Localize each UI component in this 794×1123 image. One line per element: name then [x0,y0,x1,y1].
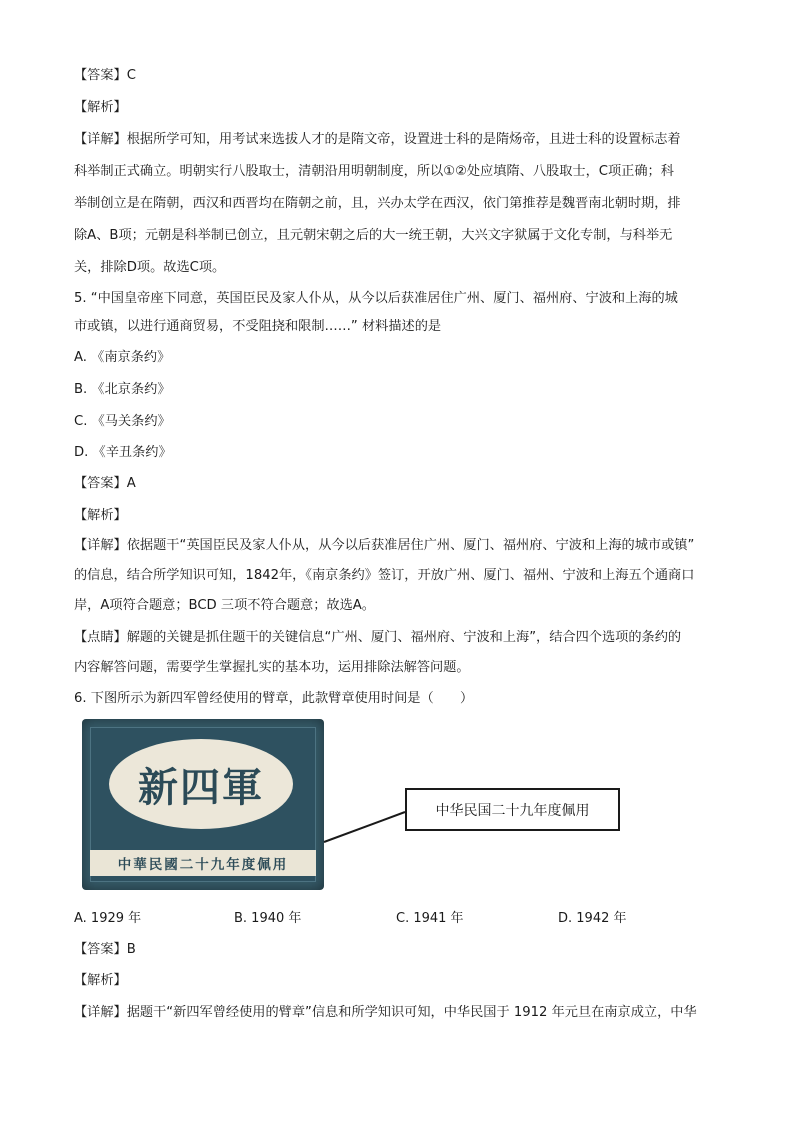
armband-image [82,719,324,890]
armband-band-text: 中華民國二十九年度佩用 [117,857,289,873]
key-point-line: 【点睛】解题的关键是抓住题干的关键信息“广州、厦门、福州府、宁波和上海”，结合四个选项的条约的 [74,630,682,645]
armband-oval [109,739,293,829]
detail-line: 科举制正式确立。明朝实行八股取士，清朝沿用明朝制度，所以①②处应填隋、八股取士，C项正确；科 [74,164,674,179]
detail-line: 【详解】据题干“新四军曾经使用的臂章”信息和所学知识可知，中华民国于 1912 年元旦在南京成立，中华 [74,1005,697,1020]
option-b[interactable]: B. 1940 年 [234,911,302,926]
answer-tag: 【答案】 [74,68,127,83]
detail-line: 【详解】依据题干“英国臣民及家人仆从，从今以后获准居住广州、厦门、福州府、宁波和上海的城市或镇” [74,538,695,553]
armband-band [90,850,316,876]
detail-line: 岸，A项符合题意；BCD 三项不符合题意；故选A。 [74,598,375,613]
question-5-stem: 5. “中国皇帝座下同意，英国臣民及家人仆从，从今以后获准居住广州、厦门、福州府、宁波和上海的城 [74,291,678,306]
detail-line: 举制创立是在隋朝，西汉和西晋均在隋朝之前，且，兴办太学在西汉，依门第推荐是魏晋南北朝时期，排 [74,196,681,211]
analysis-heading: 【解析】 [74,973,127,988]
question-6-stem: 6. 下图所示为新四军曾经使用的臂章，此款臂章使用时间是（ ） [74,691,474,706]
option-a[interactable]: A. 1929 年 [74,911,142,926]
detail-line: 的信息，结合所学知识可知，1842年，《南京条约》签订，开放广州、厦门、福州、宁波和上海五个通商口 [74,568,695,583]
option-c[interactable]: C. 《马关条约》 [74,414,171,429]
callout-box [405,788,620,831]
armband-emblem-text: 新四軍 [138,763,264,811]
answer-line-q5: 【答案】A [74,476,136,491]
option-b[interactable]: B. 《北京条约》 [74,382,171,397]
analysis-heading: 【解析】 [74,508,127,523]
option-d[interactable]: D. 1942 年 [558,911,627,926]
option-d[interactable]: D. 《辛丑条约》 [74,445,172,460]
detail-line: 除A、B项；元朝是科举制已创立，且元朝宋朝之后的大一统王朝，大兴文字狱属于文化专制，与科举无 [74,228,673,243]
answer-line-q4 [74,66,724,86]
option-c[interactable]: C. 1941 年 [396,911,464,926]
callout-text: 中华民国二十九年度佩用 [435,802,590,819]
detail-line: 关，排除D项。故选C项。 [74,260,226,275]
answer-value: C [126,68,136,83]
detail-tag: 【详解】 [74,132,127,147]
detail-line: 【详解】根据所学可知，用考试来选拔人才的是隋文帝，设置进士科的是隋炀帝，且进士科的设置标志着 [74,132,681,147]
question-5-stem: 市或镇，以进行通商贸易，不受阻挠和限制……” 材料描述的是 [74,319,442,334]
key-point-line: 内容解答问题，需要学生掌握扎实的基本功，运用排除法解答问题。 [74,660,470,675]
analysis-heading: 【解析】 [74,100,127,115]
option-a[interactable]: A. 《南京条约》 [74,350,171,365]
answer-line-q6: 【答案】B [74,942,136,957]
